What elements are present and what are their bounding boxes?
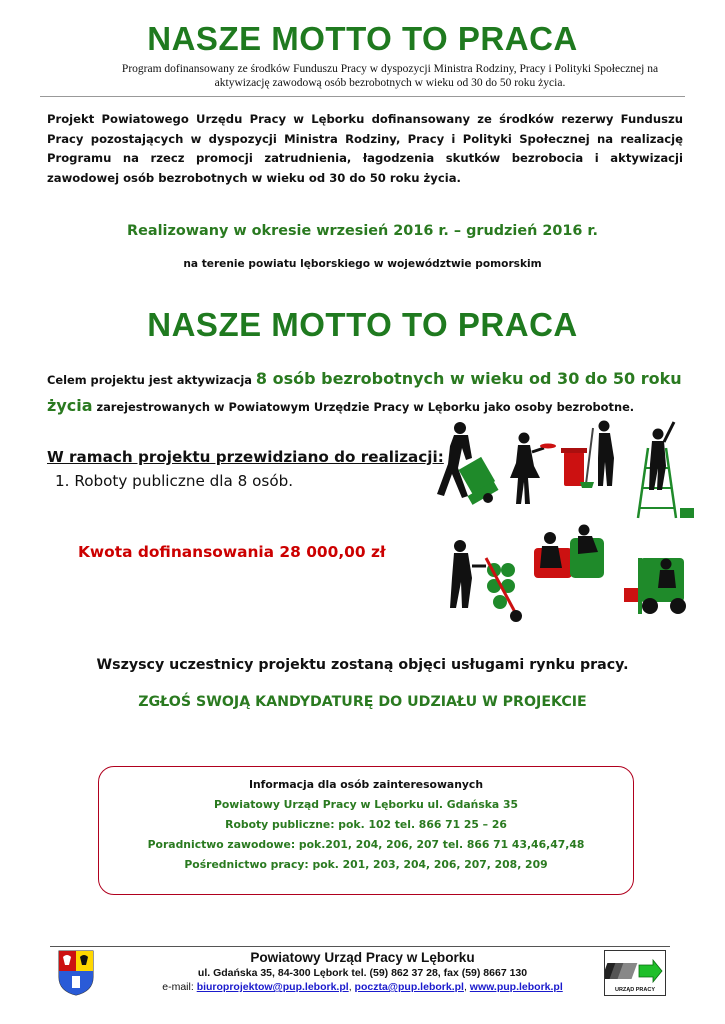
info-counseling: Poradnictwo zawodowe: pok.201, 204, 206, 207 tel. 866 71 43,46,47,48 — [147, 838, 585, 851]
worker-with-hand-truck-icon — [450, 540, 522, 622]
funding-amount: Kwota dofinansowania 28 000,00 zł — [78, 543, 386, 561]
urzad-pracy-logo-icon — [604, 950, 666, 996]
footer-address: ul. Gdańska 35, 84-300 Lębork tel. (59) 862 37 28, fax (59) 8667 130 — [197, 967, 528, 979]
intro-paragraph: Projekt Powiatowego Urzędu Pracy w Lęborku dofinansowany ze środków rezerwy Funduszu Pracy pozostających w dyspozycji Ministra Rodziny, Pracy i Polityki Społecznej na realizację Programu na rzecz promocji zatrudnienia, łagodzenia skutków bezrobocia i aktywizacji zawodowej osób bezrobotnych w wieku od 30 do 50 roku życia. — [47, 112, 683, 185]
all-participants-note: Wszyscy uczestnicy projektu zostaną objęci usługami rynku pracy. — [96, 657, 629, 673]
email-label: e-mail: — [162, 981, 197, 993]
info-head: Informacja dla osób zainteresowanych — [248, 778, 484, 791]
email-link-office[interactable]: poczta@pup.lebork.pl — [354, 981, 464, 993]
motto-title: NASZE MOTTO TO PRACA — [147, 306, 578, 343]
painter-on-ladder-icon — [638, 422, 694, 518]
project-period: Realizowany w okresie wrzesień 2016 r. – grudzień 2016 r. — [127, 223, 598, 239]
workers-illustration — [428, 418, 708, 638]
waitress-icon — [510, 433, 556, 505]
email-link-projects[interactable]: biuroprojektow@pup.lebork.pl — [196, 981, 349, 993]
forklift-icon — [624, 558, 686, 614]
info-address: Powiatowy Urząd Pracy w Lęborku ul. Gdańska 35 — [213, 798, 519, 811]
website-link[interactable]: www.pup.lebork.pl — [469, 981, 563, 993]
info-public-works: Roboty publiczne: pok. 102 tel. 866 71 25 – 26 — [225, 818, 507, 831]
goal-prefix: Celem projektu jest aktywizacja — [47, 373, 256, 387]
page-title: NASZE MOTTO TO PRACA — [147, 20, 578, 57]
subtitle — [100, 62, 680, 90]
footer-divider — [50, 946, 670, 947]
apply-callout: ZGŁOŚ SWOJĄ KANDYDATURĘ DO UDZIAŁU W PROJEKCIE — [138, 694, 587, 710]
logo-text: URZĄD PRACY — [614, 987, 656, 993]
info-job-placement: Pośrednictwo pracy: pok. 201, 203, 204, 206, 207, 208, 209 — [184, 858, 548, 871]
subtitle-line-1: Program dofinansowany ze środków Funduszu Pracy w dyspozycji Ministra Rodziny, Pracy i Polityki Społecznej na — [121, 63, 659, 75]
cleaner-with-bin-icon — [561, 421, 614, 489]
separator-2: , — [463, 981, 470, 993]
info-box — [98, 766, 634, 895]
project-region: na terenie powiatu lęborskiego w województwie pomorskim — [183, 258, 542, 270]
worker-with-cart-icon — [437, 422, 498, 505]
subtitle-line-2: aktywizację zawodową osób bezrobotnych w wieku od 30 do 50 roku życia. — [214, 77, 566, 89]
header-divider — [40, 96, 685, 97]
activity-item: 1. Roboty publiczne dla 8 osób. — [55, 472, 294, 490]
separator: , — [348, 981, 355, 993]
goal-highlight: 8 osób bezrobotnych w wieku od 30 do 50 roku życia — [47, 369, 682, 415]
activities-heading: W ramach projektu przewidziano do realizacji: — [47, 448, 444, 466]
goal-suffix: zarejestrowanych w Powiatowym Urzędzie Pracy w Lęborku jako osoby bezrobotne. — [92, 400, 635, 414]
footer-name: Powiatowy Urząd Pracy w Lęborku — [250, 950, 475, 965]
project-goal — [47, 366, 687, 420]
mower-operator-icon — [534, 525, 604, 579]
